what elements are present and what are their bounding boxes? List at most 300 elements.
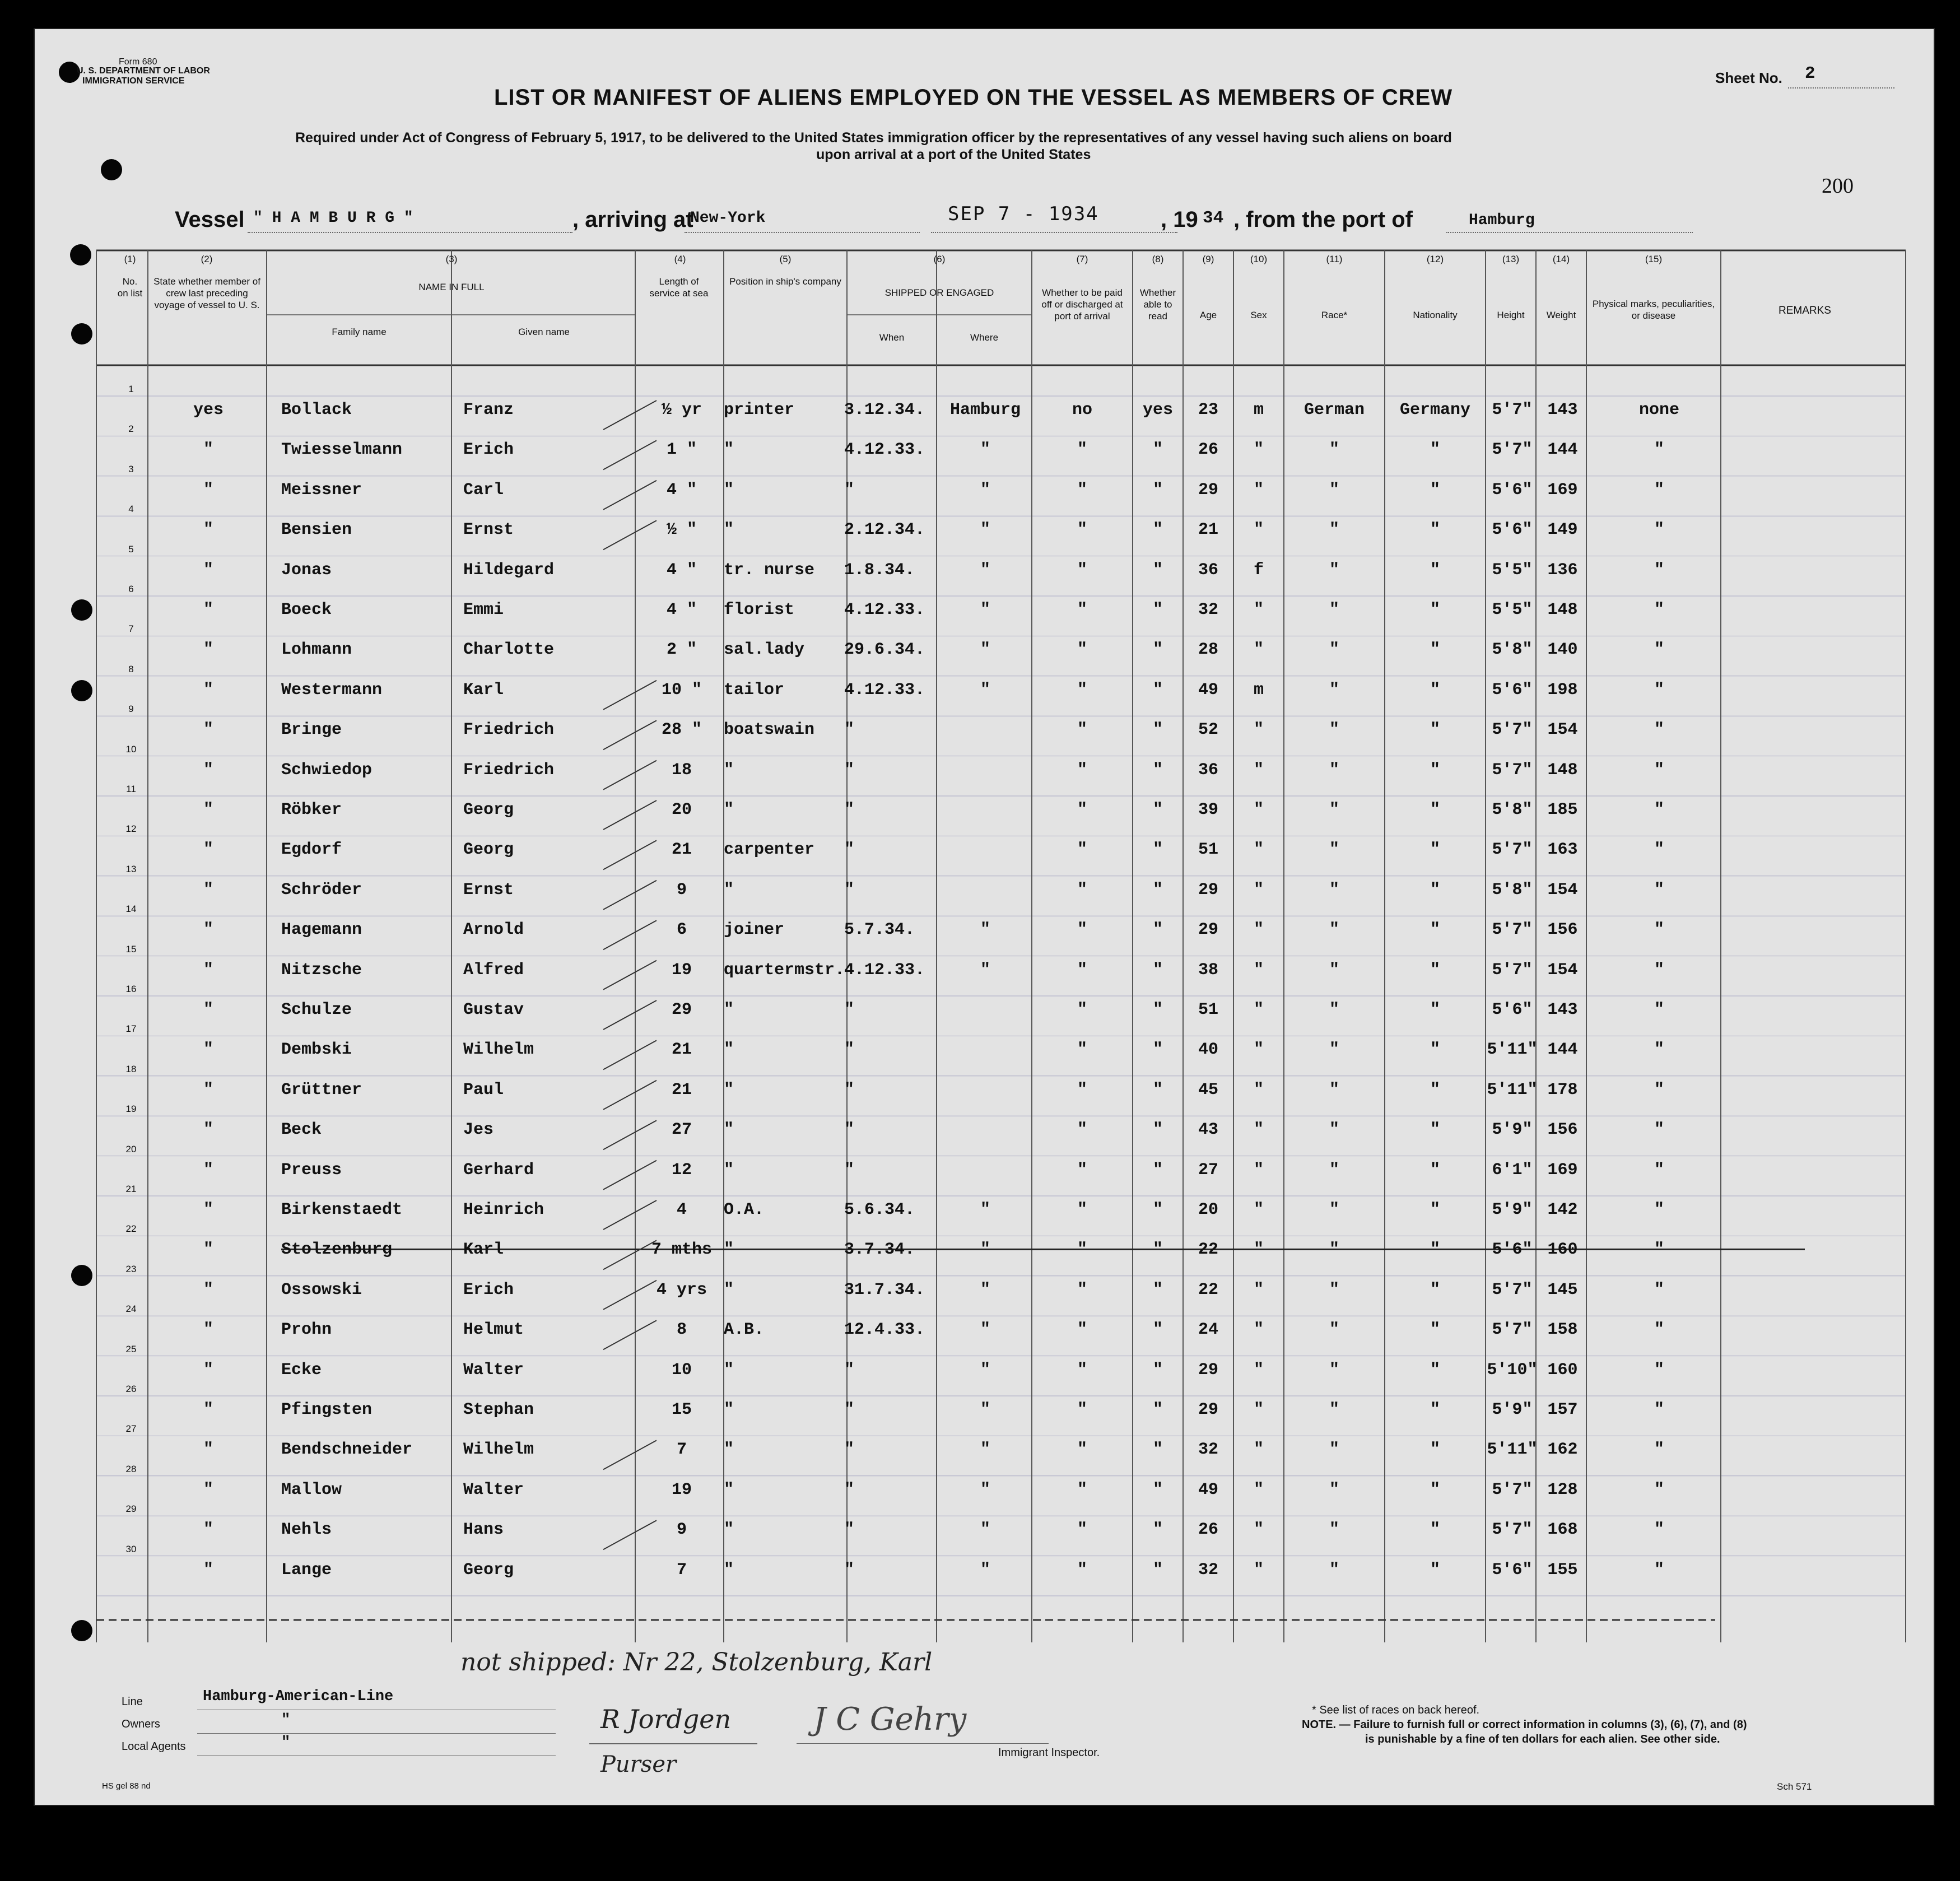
inspector-label: Immigrant Inspector. [998,1747,1100,1759]
cell-read: " [1152,1120,1163,1140]
cell-read: " [1152,760,1163,780]
cell-weight: 158 [1547,1320,1578,1340]
cell-marks: " [1654,1400,1664,1419]
cell-race: " [1329,640,1339,660]
cell-when: " [844,1560,855,1580]
cell-nat: " [1430,1440,1440,1460]
cell-where: " [980,1280,990,1300]
port-label: , from the port of [1233,207,1413,232]
cell-prev: " [203,1240,213,1260]
cell-marks: " [1654,680,1664,700]
cell-sex: " [1253,1520,1264,1540]
cell-family: Egdorf [281,840,342,860]
cell-n: 24 [125,1303,137,1315]
cell-read: " [1152,960,1163,980]
cell-age: 29 [1198,1400,1218,1419]
cell-given: Jes [463,1120,494,1140]
cell-when: 5.7.34. [844,920,915,940]
cell-read: " [1152,1200,1163,1219]
cell-age: 40 [1198,1040,1218,1060]
cell-marks: " [1654,440,1664,460]
cell-nat: " [1430,1360,1440,1380]
cell-nat: " [1430,1160,1440,1180]
cell-weight: 155 [1547,1560,1578,1580]
cell-read: " [1152,800,1163,820]
cell-age: 26 [1198,1520,1218,1540]
cell-prev: " [203,1320,213,1340]
cell-position: florist [724,600,795,620]
cell-prev: " [203,560,213,580]
cell-height: 6'1" [1492,1160,1533,1180]
note-races: * See list of races on back hereof. [1312,1704,1480,1716]
cell-paid: " [1077,1480,1087,1500]
cell-given: Walter [463,1360,524,1380]
cell-family: Lohmann [281,640,352,660]
cell-where: " [980,1400,990,1419]
cell-prev: " [203,680,213,700]
cell-where: " [980,1560,990,1580]
cell-paid: " [1077,1320,1087,1340]
cell-given: Stephan [463,1400,534,1419]
col-num-12: (12) [1426,254,1444,264]
cell-family: Twiesselmann [281,440,403,460]
cell-n: 30 [125,1543,137,1554]
cell-length: 4 yrs [656,1280,707,1300]
cell-weight: 145 [1547,1280,1578,1300]
cell-paid: " [1077,1520,1087,1540]
cell-prev: " [203,480,213,500]
cell-paid: " [1077,840,1087,860]
page-title: LIST OR MANIFEST OF ALIENS EMPLOYED ON THE VESSEL AS MEMBERS OF CREW [494,85,1453,110]
cell-age: 43 [1198,1120,1218,1140]
cell-length: ½ " [666,520,697,540]
cell-paid: " [1077,1440,1087,1460]
cell-length: 7 mths [651,1240,713,1260]
cell-nat: " [1430,1120,1440,1140]
col-num-2: (2) [201,254,213,264]
cell-paid: " [1077,1000,1087,1019]
cell-nat: " [1430,1000,1440,1019]
cell-family: Schröder [281,880,362,900]
year: 34 [1203,208,1224,228]
cell-weight: 156 [1547,920,1578,940]
cell-age: 32 [1198,1560,1218,1580]
cell-marks: " [1654,1440,1664,1460]
cell-paid: no [1072,401,1092,420]
cell-prev: " [203,760,213,780]
cell-read: " [1152,880,1163,900]
cell-paid: " [1077,440,1087,460]
cell-race: " [1329,560,1339,580]
cell-given: Charlotte [463,640,555,660]
cell-family: Meissner [281,480,362,500]
cell-paid: " [1077,960,1087,980]
cell-read: " [1152,920,1163,940]
cell-when: " [844,840,855,860]
cell-nat: " [1430,720,1440,740]
cell-length: 10 " [661,680,702,700]
cell-n: 23 [125,1263,137,1274]
cell-prev: " [203,720,213,740]
arriving-at: New-York [690,209,766,227]
cell-when: " [844,480,855,500]
schedule-code: Sch 571 [1777,1781,1812,1792]
cell-given: Friedrich [463,760,555,780]
cell-where: " [980,1200,990,1219]
cell-marks: " [1654,920,1664,940]
cell-where: " [980,1240,990,1260]
cell-read: " [1152,560,1163,580]
cell-weight: 168 [1547,1520,1578,1540]
cell-race: " [1329,1120,1339,1140]
cell-prev: " [203,1080,213,1100]
cell-paid: " [1077,1560,1087,1580]
cell-length: 20 [671,800,692,820]
cell-family: Beck [281,1120,322,1140]
col-num-4: (4) [674,254,686,264]
cell-length: ½ yr [661,401,702,420]
cell-nat: Germany [1399,401,1471,420]
cell-family: Bendschneider [281,1440,413,1460]
cell-age: 49 [1198,680,1218,700]
cell-prev: " [203,1160,213,1180]
cell-read: " [1152,480,1163,500]
cell-when: " [844,1360,855,1380]
cell-sex: " [1253,520,1264,540]
header-given-name: Given name [518,327,570,337]
cell-sex: " [1253,1120,1264,1140]
cell-sex: " [1253,1360,1264,1380]
cell-age: 26 [1198,440,1218,460]
header-position: Position in ship's company [729,276,841,287]
cell-height: 5'7" [1492,401,1533,420]
cell-length: 21 [671,1080,692,1100]
cell-length: 15 [671,1400,692,1419]
cell-weight: 144 [1547,1040,1578,1060]
cell-prev: " [203,880,213,900]
owners-value: " [281,1712,291,1729]
note-failure: NOTE. — Failure to furnish full or correct information in columns (3), (6), (7), and (8) [1302,1719,1747,1731]
cell-height: 5'8" [1492,640,1533,660]
cell-n: 27 [125,1423,137,1435]
cell-race: " [1329,1280,1339,1300]
cell-height: 5'11" [1487,1040,1538,1060]
cell-age: 52 [1198,720,1218,740]
cell-marks: " [1654,760,1664,780]
cell-where: " [980,1320,990,1340]
cell-n: 15 [125,943,137,955]
header-where: Where [970,332,999,343]
cell-given: Hans [463,1520,504,1540]
cell-prev: " [203,960,213,980]
cell-height: 5'9" [1492,1400,1533,1419]
cell-n: 22 [125,1223,137,1235]
cell-weight: 169 [1547,480,1578,500]
cell-height: 5'6" [1492,1000,1533,1019]
cell-weight: 154 [1547,960,1578,980]
cell-family: Boeck [281,600,332,620]
cell-height: 5'5" [1492,560,1533,580]
cell-position: " [724,880,734,900]
cell-read: " [1152,1240,1163,1260]
cell-sex: " [1253,1160,1264,1180]
page-number: 200 [1822,174,1854,198]
cell-nat: " [1430,600,1440,620]
header-nationality: Nationality [1413,310,1458,320]
cell-given: Ernst [463,880,514,900]
cell-paid: " [1077,1160,1087,1180]
cell-when: " [844,1480,855,1500]
cell-position: printer [724,401,795,420]
cell-read: " [1152,1520,1163,1540]
port: Hamburg [1469,212,1535,229]
cell-given: Carl [463,480,504,500]
cell-length: 4 [676,1200,687,1219]
cell-position: " [724,1040,734,1060]
cell-where: " [980,920,990,940]
cell-nat: " [1430,1320,1440,1340]
cell-height: 5'6" [1492,680,1533,700]
cell-marks: " [1654,1480,1664,1500]
cell-height: 5'7" [1492,1520,1533,1540]
cell-length: 6 [676,920,687,940]
cell-length: 21 [671,840,692,860]
cell-position: sal.lady [724,640,805,660]
cell-age: 32 [1198,1440,1218,1460]
cell-race: " [1329,800,1339,820]
cell-marks: " [1654,1520,1664,1540]
col-num-15: (15) [1645,254,1663,264]
cell-when: " [844,1440,855,1460]
cell-position: " [724,1520,734,1540]
cell-position: boatswain [724,720,815,740]
cell-weight: 149 [1547,520,1578,540]
col-num-3: (3) [445,254,458,264]
cell-paid: " [1077,1360,1087,1380]
cell-when: " [844,1520,855,1540]
cell-race: " [1329,720,1339,740]
cell-age: 22 [1198,1240,1218,1260]
cell-n: 1 [128,384,134,394]
cell-race: " [1329,1080,1339,1100]
cell-paid: " [1077,920,1087,940]
cell-length: 12 [671,1160,692,1180]
cell-given: Friedrich [463,720,555,740]
cell-where: " [980,1360,990,1380]
cell-prev: yes [193,401,224,420]
cell-family: Bensien [281,520,352,540]
header-family-name: Family name [332,327,387,337]
cell-prev: " [203,920,213,940]
header-remarks: REMARKS [1779,305,1831,316]
cell-n: 11 [126,784,136,794]
cell-weight: 157 [1547,1400,1578,1419]
cell-weight: 169 [1547,1160,1578,1180]
cell-position: " [724,1080,734,1100]
cell-nat: " [1430,760,1440,780]
cell-family: Grüttner [281,1080,362,1100]
cell-n: 14 [125,904,137,915]
cell-nat: " [1430,560,1440,580]
cell-n: 3 [128,463,134,474]
cell-prev: " [203,1200,213,1219]
subtitle-2: upon arrival at a port of the United States [816,147,1091,162]
cell-weight: 142 [1547,1200,1578,1219]
cell-n: 7 [128,623,134,635]
col-num-14: (14) [1552,254,1570,264]
cell-n: 20 [125,1143,137,1154]
cell-family: Nehls [281,1520,332,1540]
cell-height: 5'7" [1492,720,1533,740]
cell-weight: 160 [1547,1240,1578,1260]
department: U. S. DEPARTMENT OF LABOR [77,66,210,76]
cell-given: Gustav [463,1000,524,1019]
cell-n: 29 [125,1503,137,1515]
cell-position: " [724,800,734,820]
cell-age: 29 [1198,1360,1218,1380]
cell-marks: " [1654,1240,1664,1260]
cell-read: " [1152,1000,1163,1019]
cell-family: Westermann [281,680,383,700]
cell-given: Ernst [463,520,514,540]
cell-weight: 144 [1547,440,1578,460]
cell-position: " [724,1400,734,1419]
cell-height: 5'7" [1492,1280,1533,1300]
cell-where: " [980,680,990,700]
cell-paid: " [1077,800,1087,820]
cell-where: " [980,560,990,580]
cell-family: Jonas [281,560,332,580]
cell-prev: " [203,1440,213,1460]
cell-when: 31.7.34. [844,1280,925,1300]
cell-nat: " [1430,1240,1440,1260]
cell-weight: 140 [1547,640,1578,660]
cell-n: 2 [128,423,134,435]
cell-age: 24 [1198,1320,1218,1340]
cell-family: Prohn [281,1320,332,1340]
cell-height: 5'7" [1492,920,1533,940]
cell-prev: " [203,840,213,860]
cell-sex: " [1253,880,1264,900]
cell-position: carpenter [724,840,815,860]
col-num-6: (6) [933,254,946,264]
cell-when: 1.8.34. [844,560,915,580]
cell-weight: 143 [1547,401,1578,420]
cell-age: 28 [1198,640,1218,660]
cell-given: Wilhelm [463,1040,534,1060]
cell-sex: " [1253,440,1264,460]
cell-n: 16 [125,984,137,994]
cell-paid: " [1077,640,1087,660]
cell-marks: " [1654,960,1664,980]
cell-family: Schulze [281,1000,352,1019]
cell-when: 2.12.34. [844,520,925,540]
cell-position: " [724,1160,734,1180]
cell-n: 18 [125,1063,137,1074]
cell-given: Hildegard [463,560,555,580]
cell-nat: " [1430,1520,1440,1540]
cell-nat: " [1430,480,1440,500]
cell-when: 29.6.34. [844,640,925,660]
cell-length: 19 [671,1480,692,1500]
cell-weight: 148 [1547,600,1578,620]
cell-given: Wilhelm [463,1440,534,1460]
service: IMMIGRATION SERVICE [82,76,185,86]
year-prefix: , 19 [1161,207,1198,232]
cell-read: " [1152,1160,1163,1180]
cell-length: 9 [676,880,687,900]
cell-where: " [980,640,990,660]
cell-length: 7 [676,1560,687,1580]
cell-age: 49 [1198,1480,1218,1500]
cell-read: " [1152,600,1163,620]
cell-paid: " [1077,600,1087,620]
cell-paid: " [1077,1240,1087,1260]
cell-length: 18 [671,760,692,780]
cell-race: " [1329,760,1339,780]
cell-prev: " [203,1520,213,1540]
cell-paid: " [1077,680,1087,700]
cell-paid: " [1077,1200,1087,1219]
cell-paid: " [1077,1280,1087,1300]
cell-read: " [1152,1280,1163,1300]
cell-prev: " [203,1040,213,1060]
cell-paid: " [1077,760,1087,780]
cell-race: " [1329,1560,1339,1580]
cell-age: 27 [1198,1160,1218,1180]
form-number: Form 680 [119,57,157,67]
cell-race: " [1329,1440,1339,1460]
cell-weight: 163 [1547,840,1578,860]
cell-marks: " [1654,1560,1664,1580]
inspector-signature: J C Gehry [813,1701,967,1738]
cell-race: German [1303,401,1365,420]
cell-sex: " [1253,960,1264,980]
note-fine: is punishable by a fine of ten dollars for each alien. See other side. [1365,1733,1720,1745]
cell-nat: " [1430,1560,1440,1580]
cell-given: Emmi [463,600,504,620]
cell-read: " [1152,1320,1163,1340]
cell-given: Karl [463,1240,504,1260]
cell-position: " [724,1280,734,1300]
header-weight: Weight [1546,310,1576,320]
cell-weight: 160 [1547,1360,1578,1380]
cell-where: " [980,440,990,460]
cell-race: " [1329,1000,1339,1019]
cell-paid: " [1077,1120,1087,1140]
cell-prev: " [203,1000,213,1019]
cell-marks: " [1654,1120,1664,1140]
cell-position: tr. nurse [724,560,815,580]
cell-age: 22 [1198,1280,1218,1300]
cell-marks: " [1654,1000,1664,1019]
cell-family: Schwiedop [281,760,373,780]
cell-nat: " [1430,1400,1440,1419]
cell-sex: " [1253,640,1264,660]
cell-family: Dembski [281,1040,352,1060]
cell-length: 2 " [666,640,697,660]
cell-height: 5'6" [1492,1560,1533,1580]
cell-weight: 162 [1547,1440,1578,1460]
cell-height: 5'8" [1492,880,1533,900]
cell-weight: 136 [1547,560,1578,580]
col-num-5: (5) [779,254,792,264]
cell-length: 10 [671,1360,692,1380]
cell-family: Ossowski [281,1280,362,1300]
cell-sex: m [1253,401,1264,420]
header-able-read: Whether able to read [1139,287,1176,322]
cell-height: 5'5" [1492,600,1533,620]
